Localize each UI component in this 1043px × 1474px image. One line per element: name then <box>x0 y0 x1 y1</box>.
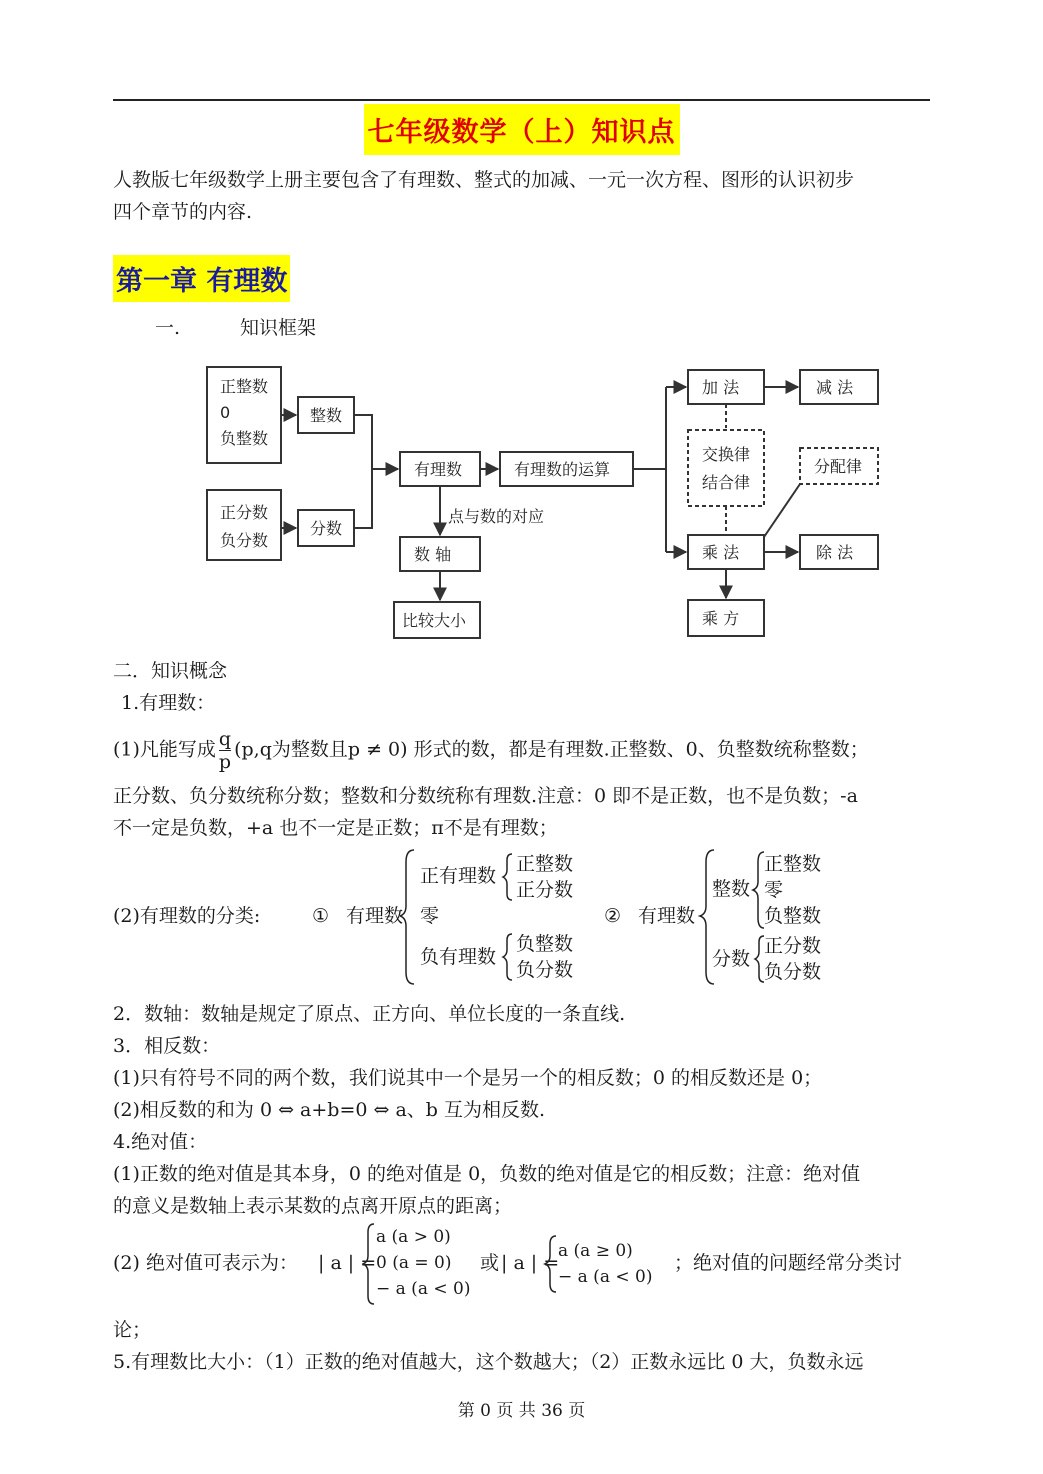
label-point-correspondence: 点与数的对应 <box>448 507 545 526</box>
classify-fraction: 分数 <box>712 948 751 970</box>
item3-line2: (2)相反数的和为 0 ⇔ a+b=0 ⇔ a、b 互为相反数. <box>113 1099 546 1121</box>
header-rule <box>113 99 930 101</box>
classify-c2-pos-int: 正整数 <box>764 853 822 875</box>
item1-heading: 1.有理数： <box>121 692 216 714</box>
knowledge-framework-diagram <box>200 340 900 650</box>
label-compare: 比较大小 <box>402 611 467 630</box>
abs-or: 或 <box>480 1252 500 1274</box>
label-positive-fraction: 正分数 <box>220 503 269 522</box>
classify-root-1: 有理数 <box>346 905 404 927</box>
classify-label: (2)有理数的分类: <box>113 905 261 927</box>
classify-c2-neg-frac: 负分数 <box>764 961 822 983</box>
classify-c2-pos-frac: 正分数 <box>764 935 822 957</box>
box-laws <box>688 430 764 506</box>
label-power: 乘 方 <box>702 609 740 628</box>
label-commutative: 交换律 <box>702 445 751 464</box>
abs-tail: ；绝对值的问题经常分类讨 <box>674 1252 903 1274</box>
intro-line-2: 四个章节的内容. <box>113 201 253 223</box>
abs-case-3: − a (a < 0) <box>376 1279 471 1299</box>
classify-root-2: 有理数 <box>638 905 696 927</box>
label-rational: 有理数 <box>414 460 463 479</box>
classify-neg-int: 负整数 <box>516 933 574 955</box>
label-zero: 0 <box>220 403 231 422</box>
abs-case-2: 0 (a = 0) <box>376 1253 452 1273</box>
item2-line: 2．数轴：数轴是规定了原点、正方向、单位长度的一条直线. <box>113 1003 626 1025</box>
item3-line1: (1)只有符号不同的两个数，我们说其中一个是另一个的相反数；0 的相反数还是 0； <box>113 1067 823 1089</box>
intro-line-1: 人教版七年级数学上册主要包含了有理数、整式的加减、一元一次方程、图形的认识初步 <box>113 169 855 191</box>
classify-pos-int: 正整数 <box>516 853 574 875</box>
abs-case2-2: − a (a < 0) <box>558 1267 653 1287</box>
classify-neg-frac: 负分数 <box>516 959 574 981</box>
classify-mark-1: ① <box>312 905 330 927</box>
item5-line: 5.有理数比大小：（1）正数的绝对值越大，这个数越大；（2）正数永远比 0 大，负数永远 <box>113 1351 864 1373</box>
label-positive-integer: 正整数 <box>220 377 269 396</box>
label-addition: 加 法 <box>702 378 740 397</box>
abs-label: (2) 绝对值可表示为： <box>113 1252 298 1274</box>
label-integer: 整数 <box>310 406 343 425</box>
label-associative: 结合律 <box>702 473 751 492</box>
document-title: 七年级数学（上）知识点 <box>364 104 680 155</box>
chapter-heading: 第一章 有理数 <box>113 255 290 302</box>
abs-case2-1: a (a ≥ 0) <box>558 1241 633 1261</box>
label-negative-fraction: 负分数 <box>220 531 269 550</box>
classify-negative-rational: 负有理数 <box>420 946 497 968</box>
label-division: 除 法 <box>816 543 854 562</box>
item1-line3: 不一定是负数，+a 也不一定是正数；π不是有理数； <box>113 817 558 839</box>
section1-number: 一. <box>155 317 181 339</box>
item4-line1: (1)正数的绝对值是其本身，0 的绝对值是 0，负数的绝对值是它的相反数；注意：绝对值 <box>113 1163 861 1185</box>
classify-zero: 零 <box>420 905 440 927</box>
classify-c2-zero: 零 <box>764 879 784 901</box>
classification-braces <box>400 848 840 988</box>
abs-lhs-2: | a | = <box>501 1252 560 1274</box>
label-multiplication: 乘 法 <box>702 543 740 562</box>
abs-braces <box>362 1222 562 1306</box>
classify-pos-frac: 正分数 <box>516 879 574 901</box>
classify-mark-2: ② <box>604 905 622 927</box>
fraction-q-over-p: $\frac{q}{p}$ <box>218 728 232 773</box>
item3-heading: 3．相反数： <box>113 1035 221 1057</box>
section2-heading: 二．知识概念 <box>113 660 228 682</box>
label-distributive: 分配律 <box>814 457 863 476</box>
item1-line2: 正分数、负分数统称分数；整数和分数统称有理数.注意：0 即不是正数，也不是负数；-a <box>113 785 858 807</box>
section1-title: 知识框架 <box>240 317 317 339</box>
page-footer: 第 0 页 共 36 页 <box>457 1401 586 1421</box>
item4-line3: 论； <box>113 1319 152 1341</box>
classify-positive-rational: 正有理数 <box>420 865 497 887</box>
classify-integer: 整数 <box>712 878 751 900</box>
label-number-axis: 数 轴 <box>414 545 452 564</box>
label-subtraction: 减 法 <box>816 378 854 397</box>
item4-line2: 的意义是数轴上表示某数的点离开原点的距离； <box>113 1195 513 1217</box>
item4-heading: 4.绝对值： <box>113 1131 208 1153</box>
abs-case-1: a (a > 0) <box>376 1227 451 1247</box>
label-operations: 有理数的运算 <box>514 460 611 479</box>
classify-c2-neg-int: 负整数 <box>764 905 822 927</box>
label-negative-integer: 负整数 <box>220 429 269 448</box>
item1-line1: (1)凡能写成 $\frac{q}{p}$ (p,q为整数且p ≠ 0) 形式的数，都是有理数.正整数、0、负整数统称整数； <box>113 728 869 773</box>
abs-lhs-1: | a | = <box>318 1252 377 1274</box>
label-fraction: 分数 <box>310 519 343 538</box>
